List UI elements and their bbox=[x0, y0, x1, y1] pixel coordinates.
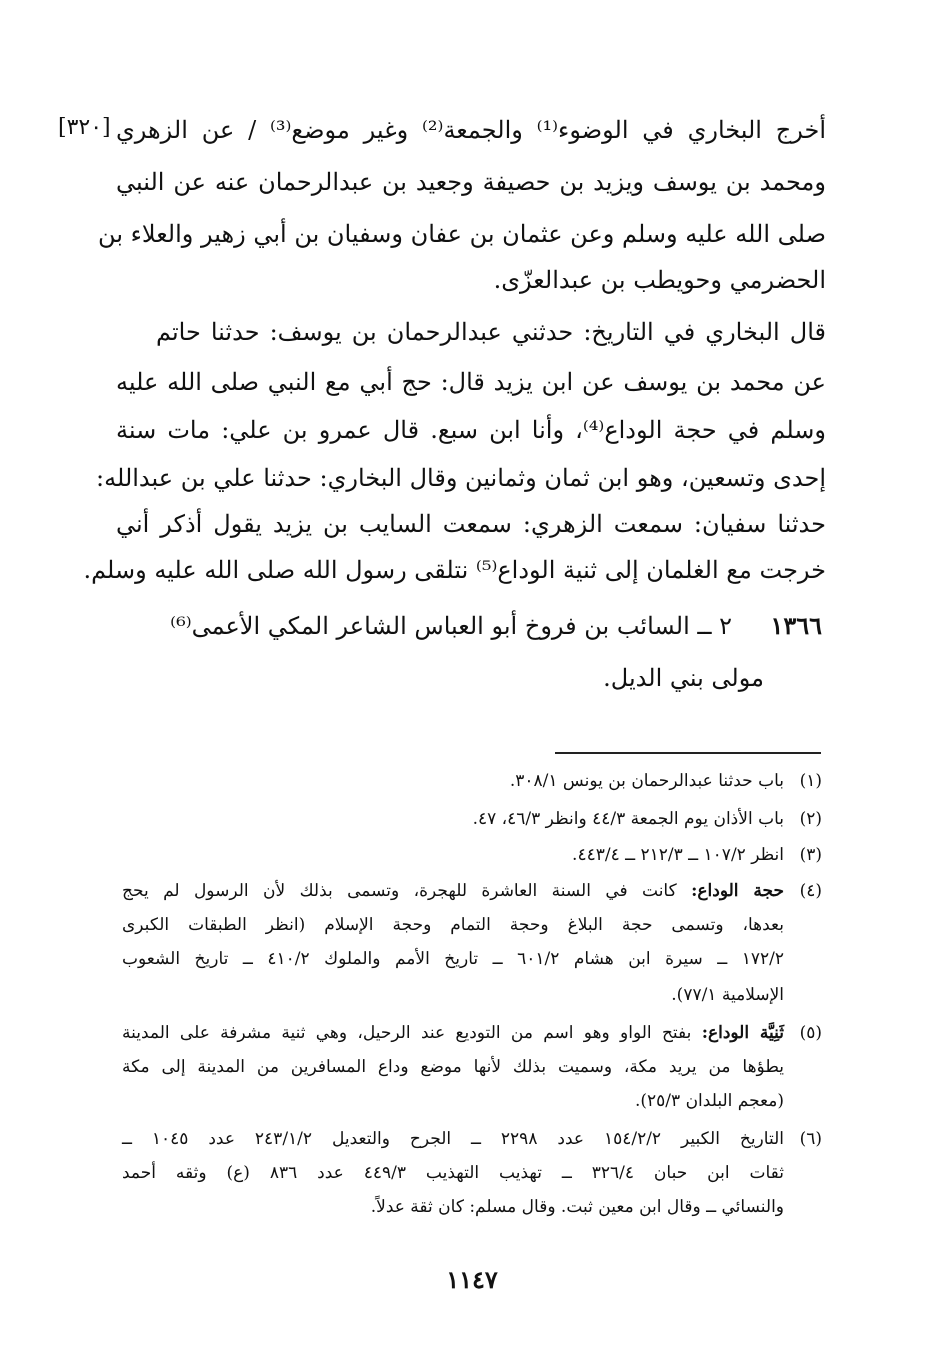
footnote-text bbox=[122, 876, 784, 906]
footnote-text: ١٧٢/٢ ــ سيرة ابن هشام ٦٠١/٢ ــ تاريخ الأمم والملوك ٤١٠/٢ ــ تاريخ الشعوب bbox=[122, 949, 784, 969]
footnote-text: الإسلامية ٧٧/١). bbox=[671, 985, 784, 1005]
footnote-number: (٢) bbox=[799, 809, 822, 829]
entry-subtitle: مولى بني الديل. bbox=[603, 664, 764, 692]
footnote-text: باب حدثنا عبدالرحمان بن يونس ٣٠٨/١. bbox=[509, 771, 784, 791]
entry-number: ١٣٦٦ bbox=[770, 611, 822, 640]
footnote-text-fragment: بفتح الواو وهو اسم من التوديع عند الرحيل، وهي ثنية مشرفة على المدينة bbox=[122, 1023, 692, 1043]
body-line: ومحمد بن يوسف ويزيد بن حصيفة وجعيد بن عبدالرحمان عنه عن النبي bbox=[116, 168, 826, 196]
footnote-number: (٦) bbox=[799, 1129, 822, 1149]
footnote-number: (١) bbox=[799, 771, 822, 791]
footnote-text: انظر ١٠٧/٢ ــ ٢١٢/٣ ــ ٤٤٣/٤. bbox=[572, 845, 784, 865]
footnote-term: ثَنِيَّة الوداع: bbox=[701, 1023, 784, 1043]
footnote-text: بعدها، وتسمى حجة البلاغ وحجة التمام وحجة الإسلام (انظر الطبقات الكبرى bbox=[122, 915, 784, 935]
body-line: خرجت مع الغلمان إلى ثنية الوداع⁽⁵⁾ نتلقى رسول الله صلى الله عليه وسلم. bbox=[83, 556, 826, 584]
body-line: إحدى وتسعين، وهو ابن ثمان وثمانين وقال البخاري: حدثنا علي بن عبدالله: bbox=[96, 464, 826, 492]
body-line: أخرج البخاري في الوضوء⁽¹⁾ والجمعة⁽²⁾ وغير موضع⁽³⁾ / عن الزهري bbox=[116, 116, 827, 144]
footnote-divider bbox=[555, 752, 821, 754]
footnote-number: (٤) bbox=[799, 881, 822, 901]
footnote-number: (٣) bbox=[799, 845, 822, 865]
footnote-term: حجة الوداع: bbox=[691, 881, 785, 901]
footnote-text: ثقات ابن حبان ٣٢٦/٤ ــ تهذيب التهذيب ٤٤٩/٣ عدد ٨٣٦ (ع) وثقه أحمد bbox=[122, 1163, 784, 1183]
page-marker: [٣٢٠] bbox=[58, 115, 111, 140]
body-line: حدثنا سفيان: سمعت الزهري: سمعت السايب بن يزيد يقول أذكر أني bbox=[116, 510, 826, 538]
body-line: عن محمد بن يوسف عن ابن يزيد قال: حج أبي مع النبي صلى الله عليه bbox=[116, 368, 826, 396]
body-line: صلى الله عليه وسلم وعن عثمان بن عفان وسفيان بن أبي زهير والعلاء بن bbox=[98, 220, 826, 248]
footnote-text: يطؤها من يريد مكة، وسميت بذلك لأنها موضع وداع المسافرين من المدينة إلى مكة bbox=[122, 1057, 784, 1077]
footnote-text: التاريخ الكبير ١٥٤/٢/٢ عدد ٢٢٩٨ ــ الجرح والتعديل ٢٤٣/١/٢ عدد ١٠٤٥ ــ bbox=[122, 1129, 784, 1149]
body-line: قال البخاري في التاريخ: حدثني عبدالرحمان بن يوسف: حدثنا حاتم bbox=[156, 318, 826, 346]
footnote-text-fragment: كانت في السنة العاشرة للهجرة، وتسمى بذلك لأن الرسول لم يحج bbox=[122, 881, 677, 901]
page-number: ١١٤٧ bbox=[446, 1265, 498, 1294]
footnote-text: (معجم البلدان ٢٥/٣). bbox=[635, 1091, 784, 1111]
entry-heading: ٢ ــ السائب بن فروخ أبو العباس الشاعر المكي الأعمى⁽⁶⁾ bbox=[170, 612, 732, 640]
footnote-text bbox=[122, 1018, 784, 1048]
footnote-text: باب الأذان يوم الجمعة ٤٤/٣ وانظر ٤٦/٣، ٤٧. bbox=[472, 809, 784, 829]
body-line: وسلم في حجة الوداع⁽⁴⁾، وأنا ابن سبع. قال عمرو بن علي: مات سنة bbox=[116, 416, 826, 444]
footnote-number: (٥) bbox=[799, 1023, 822, 1043]
body-line: الحضرمي وحويطب بن عبدالعزّى. bbox=[493, 266, 826, 294]
footnote-text: والنسائي ــ وقال ابن معين ثبت. وقال مسلم: كان ثقة عدلاً. bbox=[370, 1197, 784, 1217]
